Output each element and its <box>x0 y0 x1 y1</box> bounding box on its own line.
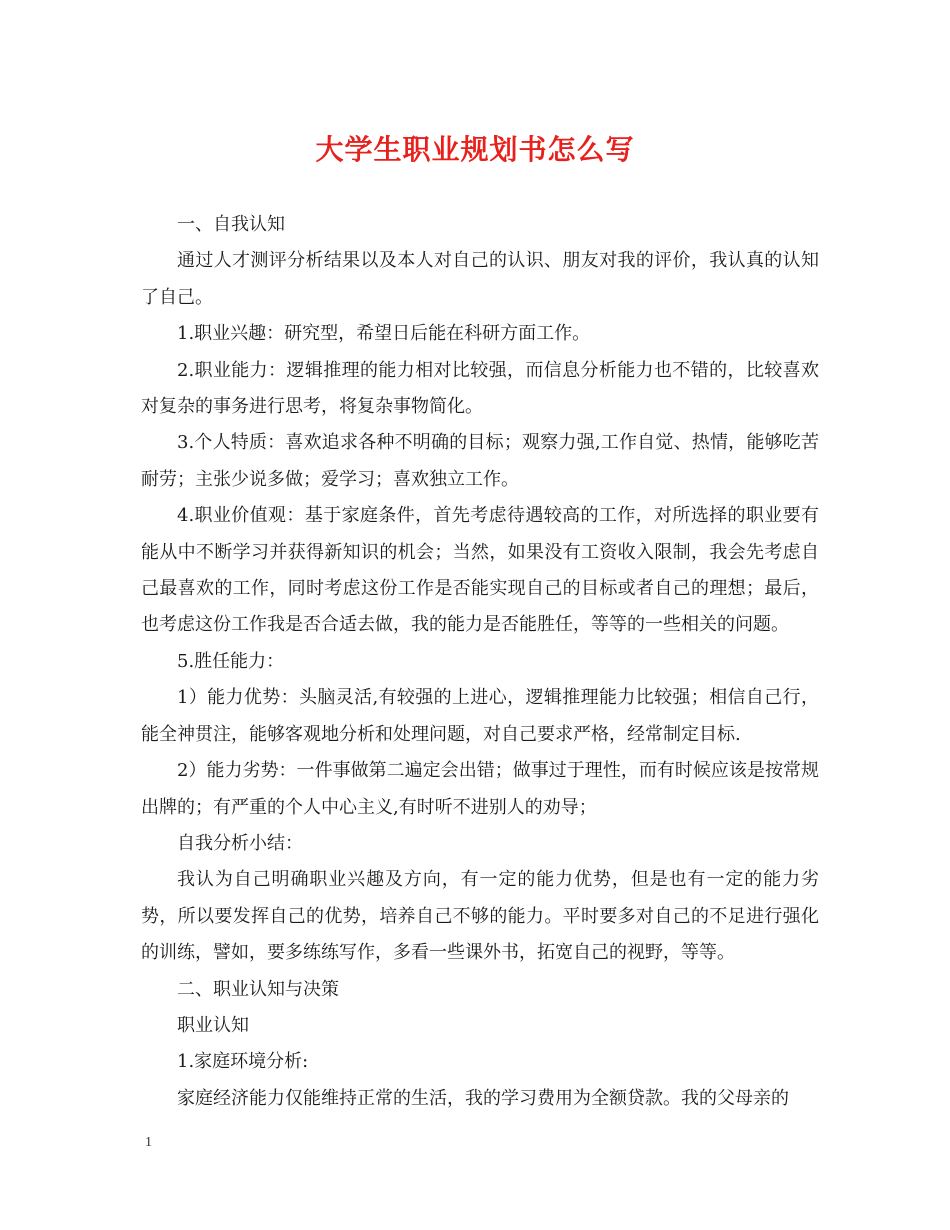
paragraph: 5.胜任能力： <box>177 650 285 672</box>
paragraph: 家庭经济能力仅能维持正常的生活，我的学习费用为全额贷款。我的父母亲的 <box>177 1087 789 1109</box>
page-number: 1 <box>145 1135 152 1150</box>
paragraph: 1）能力优势：头脑灵活,有较强的上进心，逻辑推理能力比较强；相信自己行，能全神贯注，能够客观地分析和处理问题，对自己要求严格，经常制定目标. <box>141 687 819 745</box>
document-body <box>141 207 819 1117</box>
paragraph: 职业认知 <box>177 1014 249 1036</box>
paragraph: 通过人才测评分析结果以及本人对自己的认识、朋友对我的评价，我认真的认知了自己。 <box>141 250 819 308</box>
paragraph: 2）能力劣势：一件事做第二遍定会出错；做事过于理性，而有时候应该是按常规出牌的；有严重的个人中心主义,有时听不进别人的劝导； <box>141 760 819 818</box>
page-title: 大学生职业规划书怎么写 <box>315 133 635 166</box>
paragraph: 我认为自己明确职业兴趣及方向，有一定的能力优势，但是也有一定的能力劣势，所以要发挥自己的优势，培养自己不够的能力。平时要多对自己的不足进行强化的训练，譬如，要多练练写作，多看一些课外书，拓宽自己的视野，等等。 <box>141 869 819 964</box>
paragraph: 二、职业认知与决策 <box>177 978 339 1000</box>
paragraph: 自我分析小结： <box>177 832 303 854</box>
paragraph: 4.职业价值观：基于家庭条件，首先考虑待遇较高的工作，对所选择的职业要有能从中不断学习并获得新知识的机会；当然，如果没有工资收入限制，我会先考虑自己最喜欢的工作，同时考虑这份工作是否能实现自己的目标或者自己的理想；最后，也考虑这份工作我是否合适去做，我的能力是否能胜任，等等的一些相关的问题。 <box>141 505 819 636</box>
paragraph: 2.职业能力：逻辑推理的能力相对比较强，而信息分析能力也不错的，比较喜欢对复杂的事务进行思考，将复杂事物简化。 <box>141 359 819 418</box>
paragraph: 1.家庭环境分析: <box>177 1051 309 1073</box>
paragraph: 一、自我认知 <box>177 214 285 235</box>
paragraph: 1.职业兴趣：研究型，希望日后能在科研方面工作。 <box>177 323 591 345</box>
paragraph: 3.个人特质：喜欢追求各种不明确的目标；观察力强,工作自觉、热情，能够吃苦耐劳；主张少说多做；爱学习；喜欢独立工作。 <box>141 432 819 490</box>
